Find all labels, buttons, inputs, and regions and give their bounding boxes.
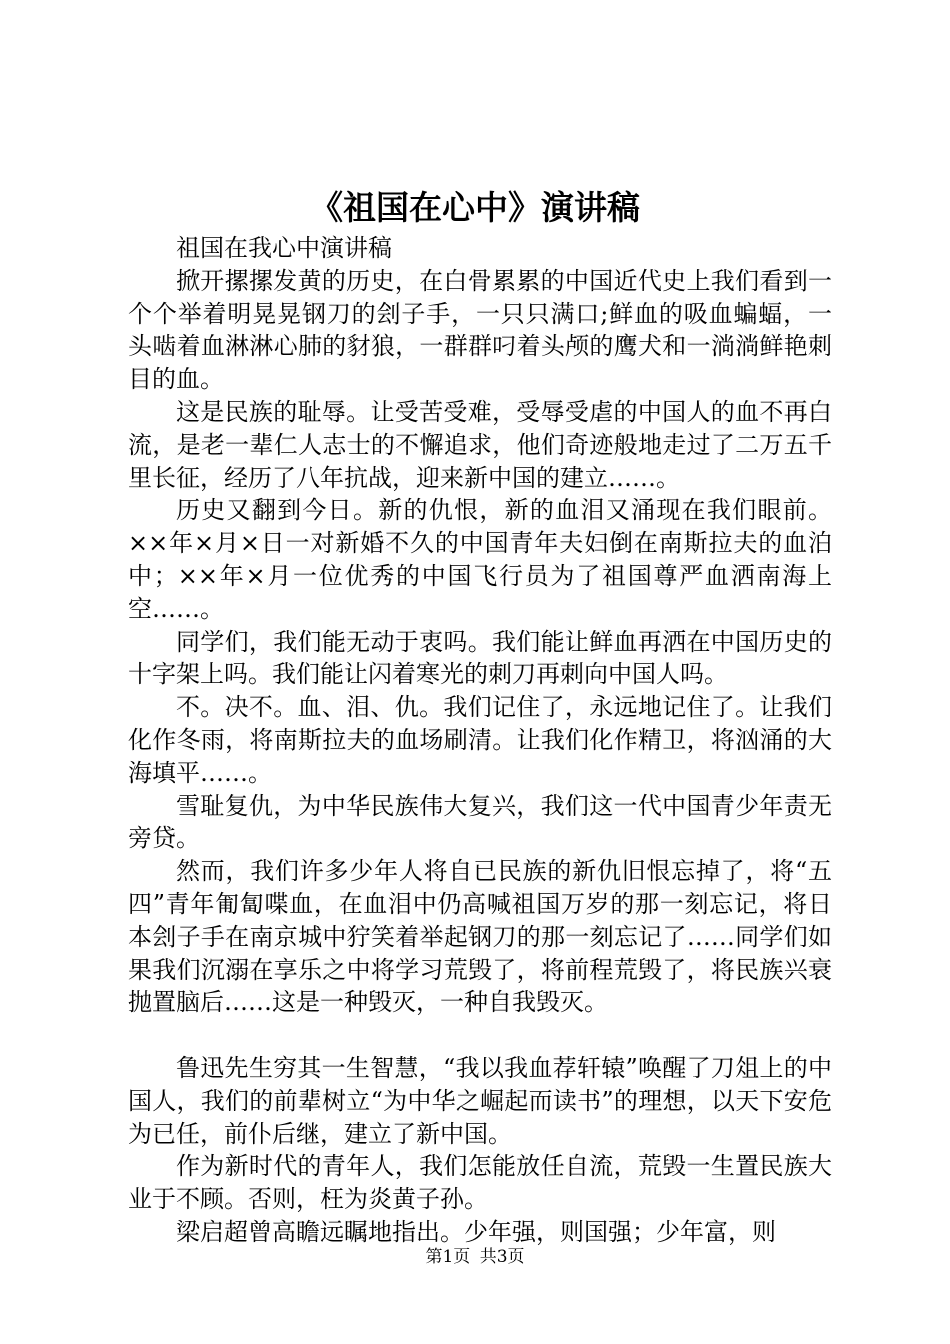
paragraph: 作为新时代的青年人，我们怎能放任自流，荒毁一生置民族大业于不顾。否则，枉为炎黄子孙。 (128, 1152, 832, 1214)
document-body (128, 232, 832, 1249)
paragraph: 这是民族的耻辱。让受苦受难，受辱受虐的中国人的血不再白流，是老一辈仁人志士的不懈追求，他们奇迹般地走过了二万五千里长征，经历了八年抗战，迎来新中国的建立……。 (128, 397, 832, 492)
page-footer (0, 1242, 950, 1267)
paragraph: 不。决不。血、泪、仇。我们记住了，永远地记住了。让我们化作冬雨，将南斯拉夫的血场刷清。让我们化作精卫，将汹涌的大海填平……。 (128, 693, 832, 787)
page-total: 共3页 (479, 1247, 525, 1267)
page-number: 第1页 (425, 1247, 471, 1267)
paragraph: 同学们，我们能无动于衷吗。我们能让鲜血再洒在中国历史的十字架上吗。我们能让闪着寒光的刺刀再刺向中国人吗。 (128, 627, 832, 689)
document-title: 《祖国在心中》演讲稿 (310, 188, 640, 227)
paragraph-subtitle: 祖国在我心中演讲稿 (176, 234, 392, 262)
paragraph: 掀开摞摞发黄的历史，在白骨累累的中国近代史上我们看到一个个举着明晃晃钢刀的刽子手，一只只满口;鲜血的吸血蝙蝠，一头啮着血淋淋心肺的豺狼，一群群叼着头颅的鹰犬和一淌淌鲜艳刺目的血。 (128, 266, 832, 394)
paragraph: 鲁迅先生穷其一生智慧，“我以我血荐轩辕”唤醒了刀俎上的中国人，我们的前辈树立“为中华之崛起而读书”的理想，以天下安危为已任，前仆后继，建立了新中国。 (128, 1053, 832, 1148)
paragraph: 雪耻复仇，为中华民族伟大复兴，我们这一代中国青少年责无旁贷。 (128, 791, 832, 853)
paragraph: 历史又翻到今日。新的仇恨，新的血泪又涌现在我们眼前。××年×月×日一对新婚不久的中国青年夫妇倒在南斯拉夫的血泊中；××年×月一位优秀的中国飞行员为了祖国尊严血洒南海上空……。 (128, 496, 832, 623)
paragraph: 梁启超曾高瞻远瞩地指出。少年强，则国强；少年富，则 (176, 1217, 776, 1246)
paragraph: 然而，我们许多少年人将自已民族的新仇旧恨忘掉了，将“五四”青年匍匐喋血，在血泪中仍高喊祖国万岁的那一刻忘记，将日本刽子手在南京城中狞笑着举起钢刀的那一刻忘记了……同学们如果我们沉溺在享乐之中将学习荒毁了，将前程荒毁了，将民族兴衰抛置脑后……这是一种毁灭，一种自我毁灭。 (128, 857, 832, 1017)
